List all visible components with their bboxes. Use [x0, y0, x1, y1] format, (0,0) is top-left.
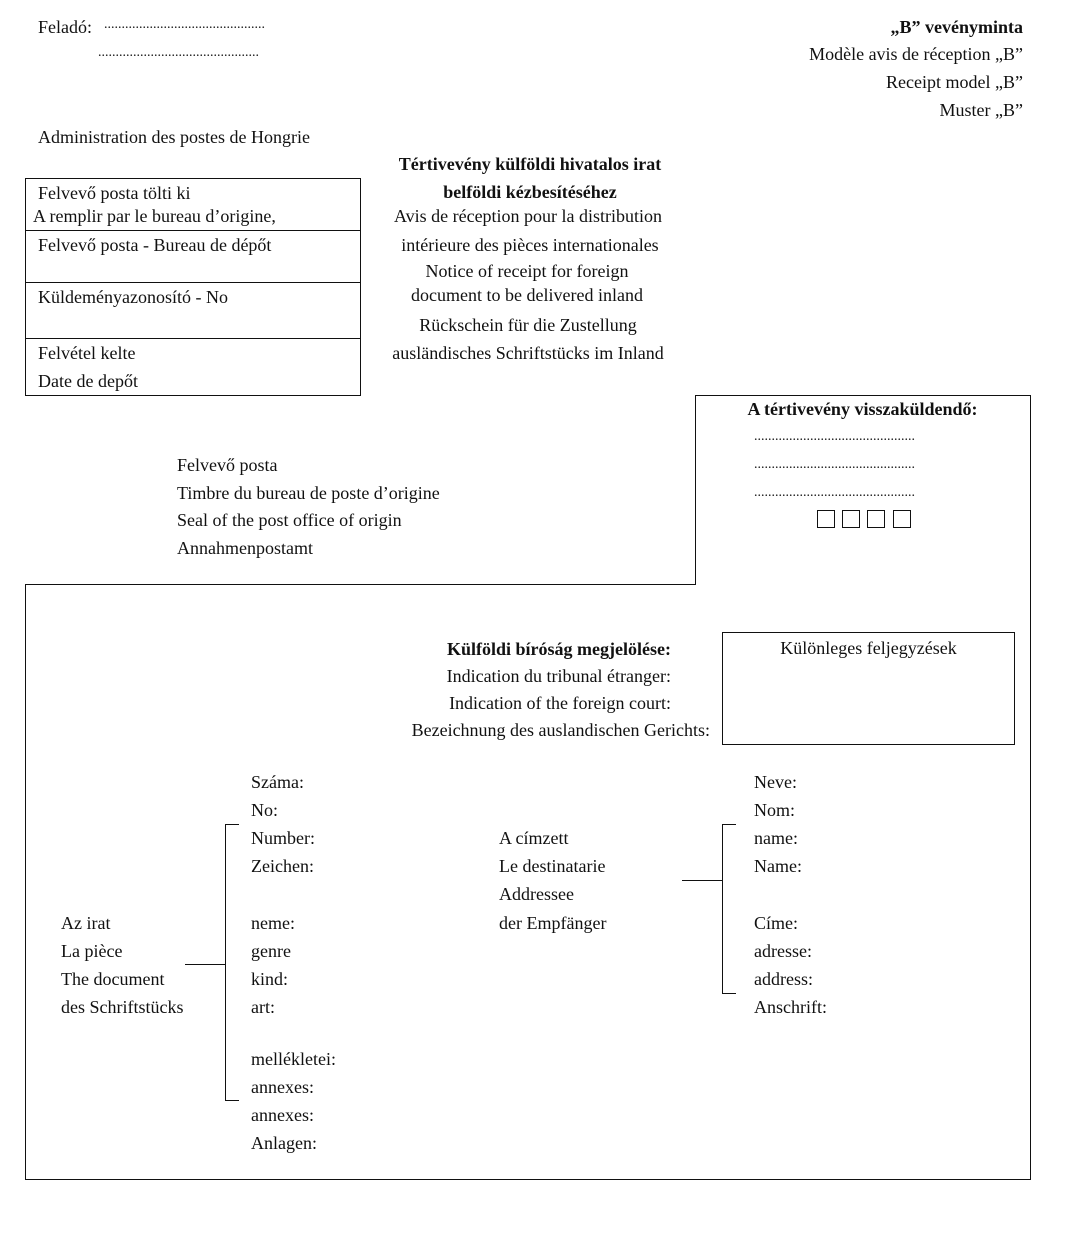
- addressee-address-label: adresse:: [754, 941, 812, 961]
- sender-line-1: ..............................................: [104, 17, 265, 32]
- form-border: [25, 584, 696, 585]
- administration-name: Administration des postes de Hongrie: [38, 127, 310, 147]
- court-label-de: Bezeichnung des auslandischen Gerichts:: [411, 720, 710, 740]
- deposit-date-hu: Felvétel kelte: [38, 343, 136, 363]
- form-title: „B” vevényminta: [890, 17, 1023, 37]
- addressee-name-label: Nom:: [754, 800, 796, 820]
- addressee-label-de: der Empfänger: [499, 913, 607, 933]
- notice-title-en-2: document to be delivered inland: [411, 285, 643, 305]
- bracket-connector: [185, 964, 225, 965]
- document-label-de: des Schriftstücks: [61, 997, 184, 1017]
- doc-kind-label: art:: [251, 997, 275, 1017]
- document-label-hu: Az irat: [61, 913, 111, 933]
- document-bracket: [225, 824, 226, 1100]
- court-label-fr: Indication du tribunal étranger:: [446, 666, 671, 686]
- postcode-box: [842, 510, 860, 528]
- return-to-title: A tértivevény visszaküldendő:: [747, 399, 978, 419]
- stamp-label-hu: Felvevő posta: [177, 455, 278, 475]
- origin-fill-hu: Felvevő posta tölti ki: [38, 183, 191, 203]
- box-divider: [25, 230, 361, 231]
- stamp-label-fr: Timbre du bureau de poste d’origine: [177, 483, 440, 503]
- addressee-address-label: Anschrift:: [754, 997, 827, 1017]
- notice-title-hu-2: belföldi kézbesítéséhez: [443, 182, 617, 202]
- doc-number-label: Zeichen:: [251, 856, 314, 876]
- postcode-box: [893, 510, 911, 528]
- doc-kind-label: kind:: [251, 969, 289, 989]
- bracket-connector: [682, 880, 722, 881]
- doc-number-label: Number:: [251, 828, 315, 848]
- document-label-fr: La pièce: [61, 941, 123, 961]
- deposit-date-fr: Date de depőt: [38, 371, 138, 391]
- doc-annex-label: Anlagen:: [251, 1133, 317, 1153]
- notice-title-hu-1: Tértivevény külföldi hivatalos irat: [398, 154, 662, 174]
- doc-annex-label: mellékletei:: [251, 1049, 336, 1069]
- origin-fill-fr: A remplir par le bureau d’origine,: [33, 206, 276, 226]
- model-en: Receipt model „B”: [886, 72, 1023, 92]
- bracket-tick: [722, 824, 736, 825]
- stamp-label-en: Seal of the post office of origin: [177, 510, 402, 530]
- sender-label: Feladó:: [38, 17, 92, 37]
- notice-title-de-2: ausländisches Schriftstücks im Inland: [392, 343, 664, 363]
- addressee-name-label: Name:: [754, 856, 802, 876]
- form-border: [695, 395, 1030, 396]
- stamp-label-de: Annahmenpostamt: [177, 538, 313, 558]
- form-border: [1030, 395, 1031, 1180]
- special-notes-label: Különleges feljegyzések: [780, 638, 957, 658]
- postcode-box: [817, 510, 835, 528]
- document-label-en: The document: [61, 969, 165, 989]
- model-de: Muster „B”: [939, 100, 1023, 120]
- box-divider: [25, 282, 361, 283]
- addressee-label-en: Addressee: [499, 884, 574, 904]
- deposit-office-label: Felvevő posta - Bureau de dépőt: [38, 235, 272, 255]
- addressee-name-label: Neve:: [754, 772, 797, 792]
- return-address-line: ..............................................: [754, 429, 915, 444]
- doc-kind-label: neme:: [251, 913, 295, 933]
- addressee-label-hu: A címzett: [499, 828, 569, 848]
- notice-title-fr-1: Avis de réception pour la distribution: [393, 206, 663, 226]
- bracket-tick: [225, 1100, 239, 1101]
- doc-annex-label: annexes:: [251, 1077, 314, 1097]
- doc-number-label: Száma:: [251, 772, 304, 792]
- item-id-label: Küldeményazonosító - No: [38, 287, 228, 307]
- box-divider: [25, 338, 361, 339]
- notice-title-en-1: Notice of receipt for foreign: [425, 261, 629, 281]
- model-fr: Modèle avis de réception „B”: [809, 44, 1023, 64]
- sender-line-2: ..............................................: [98, 45, 259, 60]
- addressee-bracket: [722, 824, 723, 994]
- doc-annex-label: annexes:: [251, 1105, 314, 1125]
- form-border: [25, 584, 26, 1180]
- form-border: [695, 395, 696, 585]
- court-label-en: Indication of the foreign court:: [449, 693, 671, 713]
- bracket-tick: [722, 993, 736, 994]
- bracket-tick: [225, 824, 239, 825]
- addressee-label-fr: Le destinatarie: [499, 856, 606, 876]
- return-address-line: ..............................................: [754, 457, 915, 472]
- addressee-name-label: name:: [754, 828, 798, 848]
- notice-title-de-1: Rückschein für die Zustellung: [419, 315, 637, 335]
- notice-title-fr-2: intérieure des pièces internationales: [401, 235, 659, 255]
- doc-kind-label: genre: [251, 941, 291, 961]
- postcode-box: [867, 510, 885, 528]
- doc-number-label: No:: [251, 800, 278, 820]
- return-address-line: ..............................................: [754, 485, 915, 500]
- court-label-hu: Külföldi bíróság megjelölése:: [447, 639, 671, 659]
- form-border: [25, 1179, 1031, 1180]
- addressee-address-label: Címe:: [754, 913, 798, 933]
- addressee-address-label: address:: [754, 969, 813, 989]
